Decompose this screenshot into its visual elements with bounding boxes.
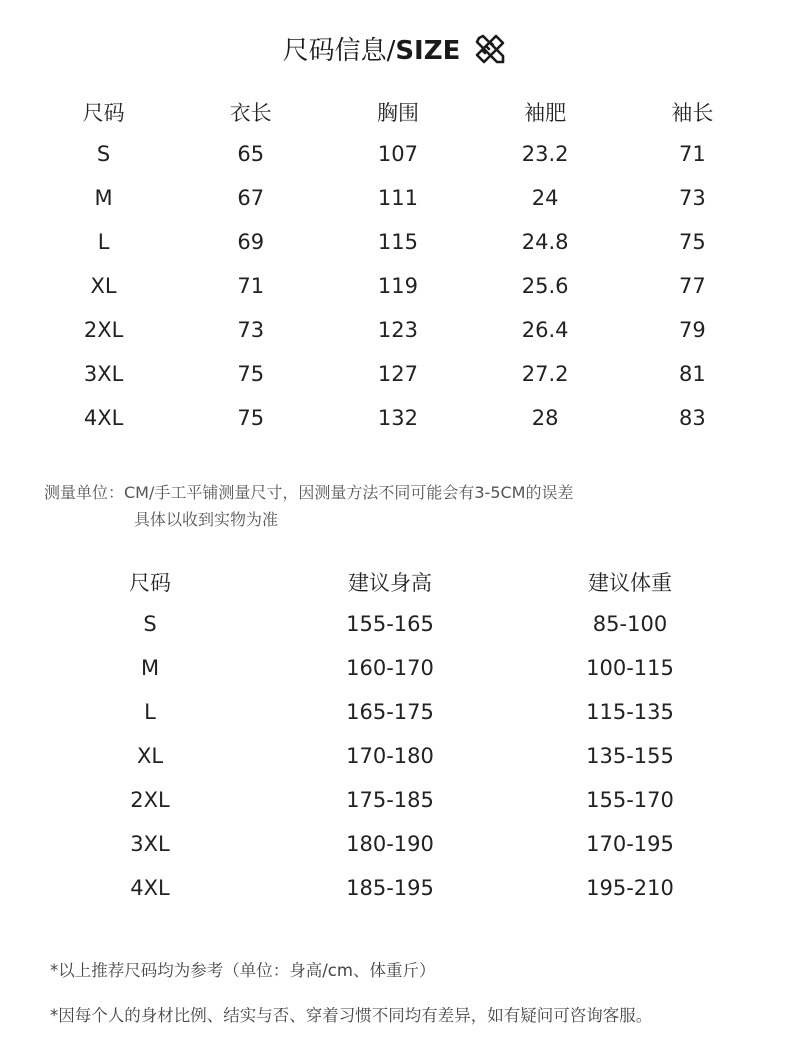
table-row (30, 602, 750, 646)
size-table (30, 92, 766, 440)
page-title (0, 30, 790, 67)
size-cell: 75 (679, 230, 706, 254)
measure-note: 测量单位：CM/手工平铺测量尺寸，因测量方法不同可能会有3-5CM的误差 (44, 483, 574, 502)
size-header-cell: 胸围 (376, 101, 419, 125)
size-cell: 123 (377, 318, 419, 342)
recommend-cell: 155-165 (346, 612, 434, 636)
size-cell: 71 (237, 274, 265, 298)
table-row (30, 866, 750, 910)
ruler-pencil-icon (473, 32, 507, 66)
size-table-header (30, 92, 766, 132)
size-cell: 24 (531, 186, 559, 210)
size-cell: 75 (237, 406, 265, 430)
size-cell: 127 (377, 362, 419, 386)
recommend-cell: M (140, 656, 160, 680)
size-cell: 111 (377, 186, 419, 210)
size-header-cell: 袖长 (671, 101, 714, 125)
size-cell: 23.2 (521, 142, 569, 166)
recommend-cell: L (144, 700, 156, 724)
size-header-cell: 尺码 (82, 101, 125, 125)
recommend-header-cell: 建议身高 (348, 571, 432, 595)
size-cell: 71 (679, 142, 706, 166)
recommend-cell: 170-180 (346, 744, 434, 768)
size-cell: 69 (237, 230, 265, 254)
size-cell: 4XL (83, 406, 124, 430)
recommend-cell: XL (136, 744, 164, 768)
recommend-table-header (30, 562, 750, 602)
size-cell: 107 (377, 142, 419, 166)
size-cell: 73 (679, 186, 706, 210)
size-cell: 73 (237, 318, 265, 342)
recommend-header-cell: 建议体重 (588, 571, 672, 595)
size-cell: 25.6 (521, 274, 569, 298)
size-cell: S (96, 142, 111, 166)
size-cell: 115 (377, 230, 419, 254)
size-cell: 65 (237, 142, 265, 166)
table-row (30, 132, 766, 176)
table-row (30, 264, 766, 308)
size-cell: 24.8 (521, 230, 569, 254)
recommend-cell: 185-195 (346, 876, 434, 900)
size-cell: 27.2 (521, 362, 569, 386)
recommend-cell: 85-100 (592, 612, 668, 636)
recommend-cell: 175-185 (346, 788, 434, 812)
size-cell: 119 (377, 274, 419, 298)
table-row (30, 778, 750, 822)
size-cell: 83 (679, 406, 706, 430)
size-header-cell: 衣长 (229, 101, 272, 125)
recommend-cell: 4XL (130, 876, 170, 900)
recommend-header-cell: 尺码 (129, 571, 171, 595)
table-row (30, 308, 766, 352)
recommend-cell: 155-170 (586, 788, 674, 812)
recommend-cell: 115-135 (586, 700, 674, 724)
table-row (30, 220, 766, 264)
table-row (30, 690, 750, 734)
table-row (30, 396, 766, 440)
table-row (30, 734, 750, 778)
footnote-disclaimer: *因每个人的身材比例、结实与否、穿着习惯不同均有差异，如有疑问可咨询客服。 (50, 1006, 653, 1025)
recommend-cell: 2XL (130, 788, 170, 812)
size-cell: 26.4 (521, 318, 569, 342)
recommend-cell: 3XL (130, 832, 170, 856)
size-cell: 3XL (83, 362, 124, 386)
table-row (30, 646, 750, 690)
table-row (30, 352, 766, 396)
size-cell: 81 (679, 362, 706, 386)
size-cell: 67 (237, 186, 265, 210)
size-cell: 77 (679, 274, 706, 298)
recommend-cell: 100-115 (586, 656, 674, 680)
footnote-reference: *以上推荐尺码均为参考（单位：身高/cm、体重斤） (50, 961, 436, 980)
measure-note-line2: 具体以收到实物为准 (134, 510, 279, 529)
title-text: 尺码信息/SIZE (282, 36, 461, 66)
table-row (30, 822, 750, 866)
recommend-cell: 160-170 (346, 656, 434, 680)
size-cell: 132 (377, 406, 419, 430)
recommend-cell: S (143, 612, 157, 636)
size-cell: M (94, 186, 113, 210)
size-cell: 28 (531, 406, 559, 430)
size-cell: L (97, 230, 110, 254)
size-header-cell: 袖肥 (524, 101, 567, 125)
recommend-cell: 170-195 (586, 832, 674, 856)
recommend-cell: 165-175 (346, 700, 434, 724)
recommend-cell: 180-190 (346, 832, 434, 856)
recommend-cell: 195-210 (586, 876, 674, 900)
size-cell: 79 (679, 318, 706, 342)
size-cell: XL (90, 274, 117, 298)
recommend-table (30, 562, 750, 910)
recommend-cell: 135-155 (586, 744, 674, 768)
table-row (30, 176, 766, 220)
size-cell: 75 (237, 362, 265, 386)
size-cell: 2XL (83, 318, 124, 342)
